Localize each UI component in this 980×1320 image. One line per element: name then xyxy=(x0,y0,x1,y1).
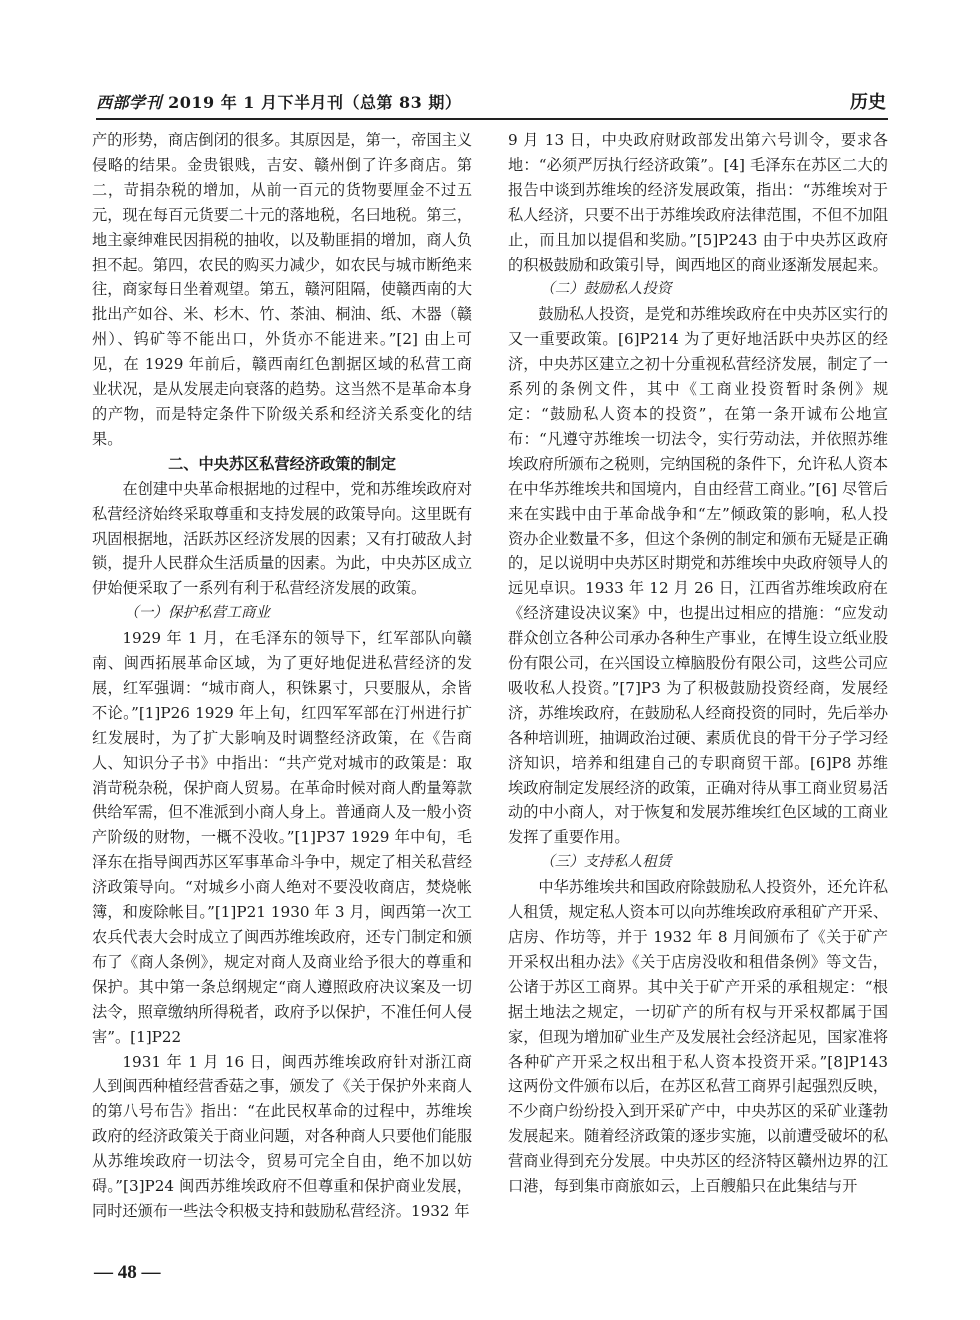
paragraph: 1931 年 1 月 16 日，闽西苏维埃政府针对浙江商人到闽西种植经营香菇之事，颁发了《关于保护外来商人的第八号布告》指出：“在此民权革命的过程中，苏维埃政府的经济政策关于商业问题，对各种商人只要他们能服从苏维埃政府一切法令，贸易可完全自由，绝不加以妨碍。”[3]P24 闽西苏维埃政府不但尊重和保护商业发展，同时还颁布一些法令积极支持和鼓励私营经济。1932 年 xyxy=(92,1052,472,1220)
paragraph: 9 月 13 日，中央政府财政部发出第六号训令，要求各地：“必须严厉执行经济政策”。[4] 毛泽东在苏区二大的报告中谈到苏维埃的经济发展政策，指出：“苏维埃对于私人经济，只要不出于苏维埃政府法律范围，不但不加阻止，而且加以提倡和奖励。”[5]P243 由于中央苏区政府的积极鼓励和政策引导，闽西地区的商业逐渐发展起来。 xyxy=(508,131,888,274)
journal-logo: 西部学刊 xyxy=(96,93,163,112)
journal-issue: 2019 年 1 月下半月刊（总第 83 期） xyxy=(168,93,462,112)
journal-title xyxy=(96,90,461,113)
right-column xyxy=(508,128,888,1199)
section-heading: 二、中央苏区私营经济政策的制定 xyxy=(168,454,396,473)
page-number: — 48 — xyxy=(94,1262,161,1283)
left-column xyxy=(92,128,472,1224)
paragraph: 产的形势，商店倒闭的很多。其原因是，第一，帝国主义侵略的结果。金贵银贱，吉安、赣州倒了许多商店。第二，苛捐杂税的增加，从前一百元的货物要厘金不过五元，现在每百元货要二十元的落地税，名曰地税。第三，地主豪绅难民因捐税的抽收，以及勒匪捐的增加，商人负担不起。第四，农民的购买力减少，如农民与城市断绝来往，商家每日坐着观望。第五，赣河阻隔，使赣西南的大批出产如谷、米、杉木、竹、茶油、桐油、纸、木器（赣州）、钨矿等不能出口，外货亦不能进来。”[2] 由上可见，在 1929 年前后，赣西南红色割据区域的私营工商业状况，是从发展走向衰落的趋势。这当然不是革命本身的产物，而是特定条件下阶级关系和经济关系变化的结果。 xyxy=(92,131,472,448)
page-header xyxy=(96,88,886,112)
section-tag: 历史 xyxy=(850,92,886,113)
paragraph: 鼓励私人投资，是党和苏维埃政府在中央苏区实行的又一重要政策。[6]P214 为了更好地活跃中央苏区的经济，中央苏区建立之初十分重视私营经济发展，制定了一系列的条例文件，其中《工商业投资暂时条例》规定：“鼓励私人资本的投资”，在第一条开诚布公地宣布：“凡遵守苏维埃一切法令，实行劳动法，并依照苏维埃政府所颁布之税则，完纳国税的条件下，允许私人资本在中华苏维埃共和国境内，自由经营工商业。”[6] 尽管后来在实践中由于革命战争和“左”倾政策的影响，私人投资办企业数量不多，但这个条例的制定和颁布无疑是正确的，足以说明中央苏区时期党和苏维埃中央政府领导人的远见卓识。1933 年 12 月 26 日，江西省苏维埃政府在《经济建设决议案》中，也提出过相应的措施：“应发动群众创立各种公司承办各种生产事业，在博生设立纸业股份有限公司，在兴国设立樟脑股份有限公司，这些公司应吸收私人投资。”[7]P3 为了积极鼓励投资经商，发展经济，苏维埃政府，在鼓励私人经商投资的同时，先后举办各种培训班，抽调政治过硬、素质优良的骨干分子学习经济知识，培养和组建自己的专职商贸干部。[6]P8 苏维埃政府制定发展经济的政策，正确对待从事工商业贸易活动的中小商人，对于恢复和发展苏维埃红色区域的工商业发挥了重要作用。 xyxy=(508,305,888,847)
paragraph: 在创建中央革命根据地的过程中，党和苏维埃政府对私营经济始终采取尊重和支持发展的政策导向。这里既有巩固根据地，活跃苏区经济发展的因素；又有打破敌人封锁，提升人民群众生活质量的因素。为此，中央苏区成立伊始便采取了一系列有利于私营经济发展的政策。 xyxy=(92,479,472,598)
paragraph: 1929 年 1 月，在毛泽东的领导下，红军部队向赣南、闽西拓展革命区域，为了更好地促进私营经济的发展，红军强调：“城市商人，积铢累寸，只要服从，余皆不论。”[1]P26 1929 年上旬，红四军军部在汀州进行扩红发展时，为了扩大影响及时调整经济政策，在《告商人、知识分子书》中指出：“共产党对城市的政策是：取消苛税杂税，保护商人贸易。在革命时候对商人酌量筹款供给军需，但不准派到小商人身上。普通商人及一般小资产阶级的财物，一概不没收。”[1]P37 1929 年中旬，毛泽东在指导闽西苏区军事革命斗争中，规定了相关私营经济政策导向。“对城乡小商人绝对不要没收商店，焚烧帐簿，和废除帐目。”[1]P21 1930 年 3 月，闽西第一次工农兵代表大会时成立了闽西苏维埃政府，还专门制定和颁布了《商人条例》，规定对商人及商业给予很大的尊重和保护。其中第一条总纲规定“商人遵照政府决议案及一切法令，照章缴纳所得税者，政府予以保护，不准任何人侵害”。[1]P22 xyxy=(92,629,472,1046)
header-rule xyxy=(96,118,888,120)
subsection-heading: （二）鼓励私人投资 xyxy=(540,280,672,298)
subsection-heading: （三）支持私人租赁 xyxy=(540,853,672,871)
paragraph: 中华苏维埃共和国政府除鼓励私人投资外，还允许私人租赁，规定私人资本可以向苏维埃政府承租矿产开采、店房、作坊等，并于 1932 年 8 月间颁布了《关于矿产开采权出租办法》《关于店房没收和租借条例》等文告，公诸于苏区工商界。其中关于矿产开采的承租规定：“根据土地法之规定，一切矿产的所有权与开采权都属于国家，但现为增加矿业生产及发展社会经济起见，国家准将各种矿产开采之权出租于私人资本投资开采。”[8]P143 这两份文件颁布以后，在苏区私营工商界引起强烈反映，不少商户纷纷投入到开采矿产中，中央苏区的采矿业蓬勃发展起来。随着经济政策的逐步实施，以前遭受破坏的私营商业得到充分发展。中央苏区的经济特区赣州边界的江口港，每到集市商旅如云，上百艘船只在此集结与开 xyxy=(508,878,888,1196)
subsection-heading: （一）保护私营工商业 xyxy=(124,604,271,622)
